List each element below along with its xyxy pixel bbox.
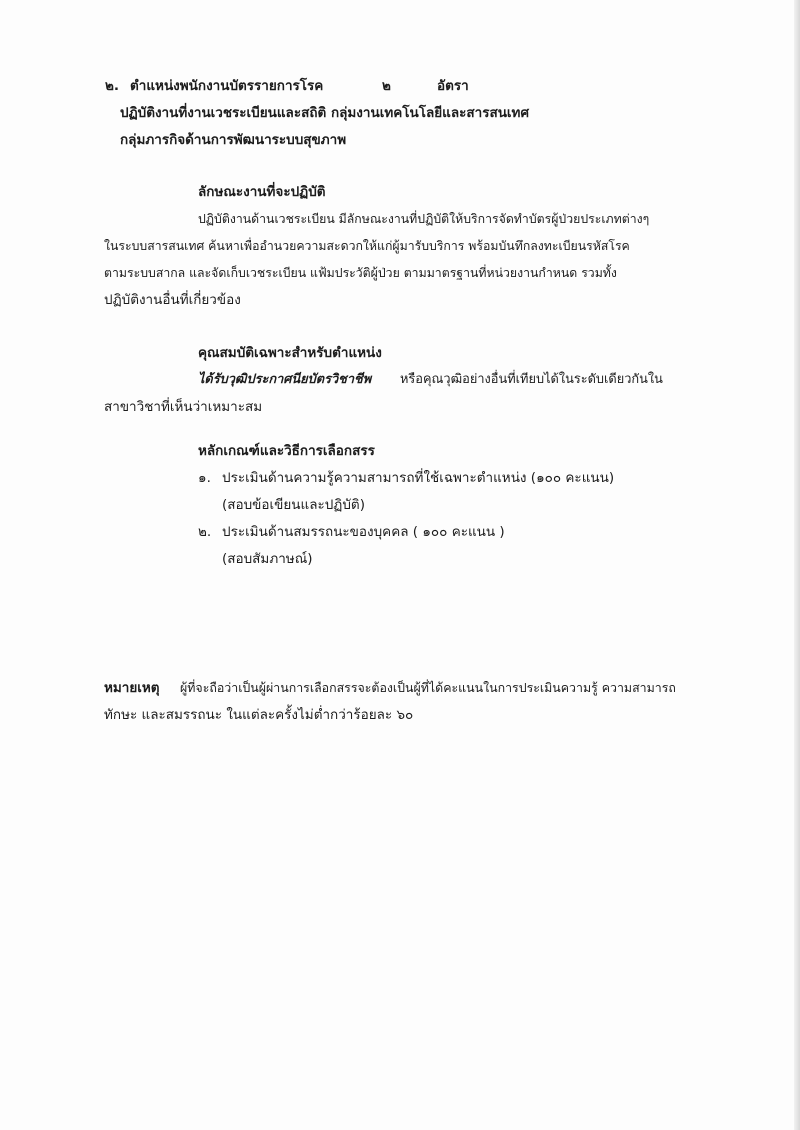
unit-line-1: ปฏิบัติงานที่งานเวชระเบียนและสถิติ กลุ่มงานเทคโนโลยีและสารสนเทศ bbox=[120, 105, 530, 121]
selection-item-sub: (สอบสัมภาษณ์) bbox=[222, 551, 313, 567]
position-count: ๒ bbox=[382, 78, 391, 94]
note-label: หมายเหตุ bbox=[104, 680, 160, 696]
position-number: ๒. bbox=[105, 78, 120, 94]
position-title: ตำแหน่งพนักงานบัตรรายการโรค bbox=[130, 78, 324, 94]
unit-line-2: กลุ่มภารกิจด้านการพัฒนาระบบสุขภาพ bbox=[120, 132, 347, 148]
rate-label: อัตรา bbox=[437, 78, 469, 94]
duties-line: ในระบบสารสนเทศ ค้นหาเพื่ออำนวยความสะดวกให้แก่ผู้มารับบริการ พร้อมบันทึกลงทะเบียนรหัสโรค bbox=[104, 239, 630, 253]
qualification-rest: หรือคุณวุฒิอย่างอื่นที่เทียบได้ในระดับเดียวกันใน bbox=[400, 372, 663, 387]
qualifications-heading: คุณสมบัติเฉพาะสำหรับตำแหน่ง bbox=[198, 345, 382, 361]
selection-item-text: ประเมินด้านสมรรถนะของบุคคล ( ๑๐๐ คะแนน ) bbox=[222, 524, 505, 540]
duties-line: ปฏิบัติงานอื่นที่เกี่ยวข้อง bbox=[104, 292, 241, 308]
duties-line: ปฏิบัติงานด้านเวชระเบียน มีลักษณะงานที่ปฏิบัติให้บริการจัดทำบัตรผู้ป่วยประเภทต่างๆ bbox=[198, 212, 650, 226]
qualification-emphasis: ได้รับวุฒิประกาศนียบัตรวิชาชีพ bbox=[198, 372, 372, 387]
duties-heading: ลักษณะงานที่จะปฏิบัติ bbox=[198, 184, 326, 200]
qualification-line-2: สาขาวิชาที่เห็นว่าเหมาะสม bbox=[104, 399, 263, 415]
selection-item-text: ประเมินด้านความรู้ความสามารถที่ใช้เฉพาะตำแหน่ง (๑๐๐ คะแนน) bbox=[222, 470, 615, 486]
selection-item-number: ๑. bbox=[198, 470, 211, 486]
note-line-2: ทักษะ และสมรรถนะ ในแต่ละครั้งไม่ต่ำกว่าร้อยละ ๖๐ bbox=[104, 707, 414, 723]
selection-item-sub: (สอบข้อเขียนและปฏิบัติ) bbox=[222, 497, 365, 513]
duties-line: ตามระบบสากล และจัดเก็บเวชระเบียน แฟ้มประวัติผู้ป่วย ตามมาตรฐานที่หน่วยงานกำหนด รวมทั้ง bbox=[104, 266, 617, 280]
page-edge-shadow bbox=[794, 0, 800, 1130]
note-line-1: ผู้ที่จะถือว่าเป็นผู้ผ่านการเลือกสรรจะต้องเป็นผู้ที่ได้คะแนนในการประเมินความรู้ ความสามารถ bbox=[180, 680, 676, 695]
selection-item-number: ๒. bbox=[198, 524, 212, 540]
selection-heading: หลักเกณฑ์และวิธีการเลือกสรร bbox=[198, 443, 375, 459]
